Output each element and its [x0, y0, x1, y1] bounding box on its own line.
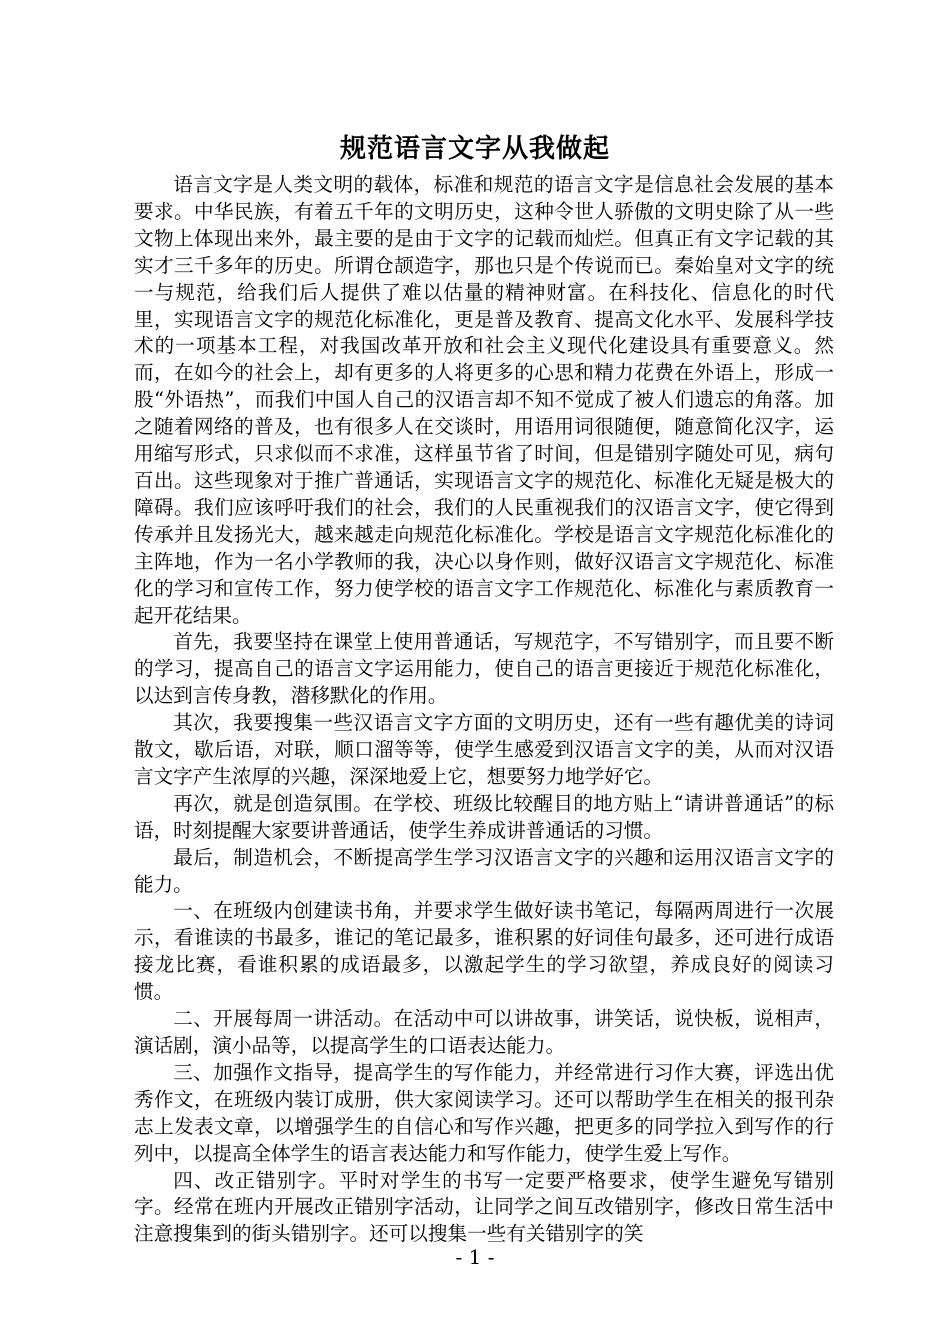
- paragraph-third: 再次，就是创造氛围。在学校、班级比较醒目的地方贴上“请讲普通话”的标语，时刻提醒大家要讲普通话，使学生养成讲普通话的习惯。: [134, 791, 834, 842]
- document-title: 规范语言文字从我做起: [339, 134, 610, 164]
- paragraph-item-four: 四、改正错别字。平时对学生的书写一定要严格要求，使学生避免写错别字。经常在班内开展改正错别字活动，让同学之间互改错别字，修改日常生活中注意搜集到的街头错别字。还可以搜集一些有关错别字的笑: [134, 1168, 834, 1246]
- paragraph-intro: 语言文字是人类文明的载体，标准和规范的语言文字是信息社会发展的基本要求。中华民族，有着五千年的文明历史，这种令世人骄傲的文明史除了从一些文物上体现出来外，最主要的是由于文字的记载而灿烂。但真正有文字记载的其实才三千多年的历史。所谓仓颉造字，那也只是个传说而已。秦始皇对文字的统一与规范，给我们后人提供了难以估量的精神财富。在科技化、信息化的时代里，实现语言文字的规范化标准化，更是普及教育、提高文化水平、发展科学技术的一项基本工程，对我国改革开放和社会主义现代化建设具有重要意义。然而，在如今的社会上，却有更多的人将更多的心思和精力花费在外语上，形成一股“外语热”，而我们中国人自己的汉语言却不知不觉成了被人们遗忘的角落。加之随着网络的普及，也有很多人在交谈时，用语用词很随便，随意简化汉字，运用缩写形式，只求似而不求准，这样虽节省了时间，但是错别字随处可见，病句百出。这些现象对于推广普通话，实现语言文字的规范化、标准化无疑是极大的障碍。我们应该呼吁我们的社会，我们的人民重视我们的汉语言文字，使它得到传承并且发扬光大，越来越走向规范化标准化。学校是语言文字规范化标准化的主阵地，作为一名小学教师的我，决心以身作则，做好汉语言文字规范化、标准化的学习和宣传工作，努力使学校的语言文字工作规范化、标准化与素质教育一起开花结果。: [134, 173, 834, 627]
- paragraph-finally: 最后，制造机会，不断提高学生学习汉语言文字的兴趣和运用汉语言文字的能力。: [134, 845, 834, 896]
- paragraph-first: 首先，我要坚持在课堂上使用普通话，写规范字，不写错别字，而且要不断的学习，提高自己的语言文字运用能力，使自己的语言更接近于规范化标准化，以达到言传身教，潜移默化的作用。: [134, 630, 834, 708]
- paragraph-item-three: 三、加强作文指导，提高学生的写作能力，并经常进行习作大赛，评选出优秀作文，在班级内装订成册，供大家阅读学习。还可以帮助学生在相关的报刊杂志上发表文章，以增强学生的自信心和写作兴趣，把更多的同学拉入到写作的行列中，以提高全体学生的语言表达能力和写作能力，使学生爱上写作。: [134, 1060, 834, 1165]
- paragraph-item-two: 二、开展每周一讲活动。在活动中可以讲故事，讲笑话，说快板，说相声，演话剧，演小品等，以提高学生的口语表达能力。: [134, 1007, 834, 1057]
- page-number: - 1 -: [455, 1245, 495, 1269]
- paragraph-item-one: 一、在班级内创建读书角，并要求学生做好读书笔记，每隔两周进行一次展示，看谁读的书最多，谁记的笔记最多，谁积累的好词佳句最多，还可进行成语接龙比赛，看谁积累的成语最多，以激起学生的学习欲望，养成良好的阅读习惯。: [134, 899, 834, 1004]
- document-body: [134, 172, 834, 1248]
- paragraph-second: 其次，我要搜集一些汉语言文字方面的文明历史，还有一些有趣优美的诗词散文，歇后语，对联，顺口溜等等，使学生感爱到汉语言文字的美，从而对汉语言文字产生浓厚的兴趣，深深地爱上它，想要努力地学好它。: [134, 711, 834, 788]
